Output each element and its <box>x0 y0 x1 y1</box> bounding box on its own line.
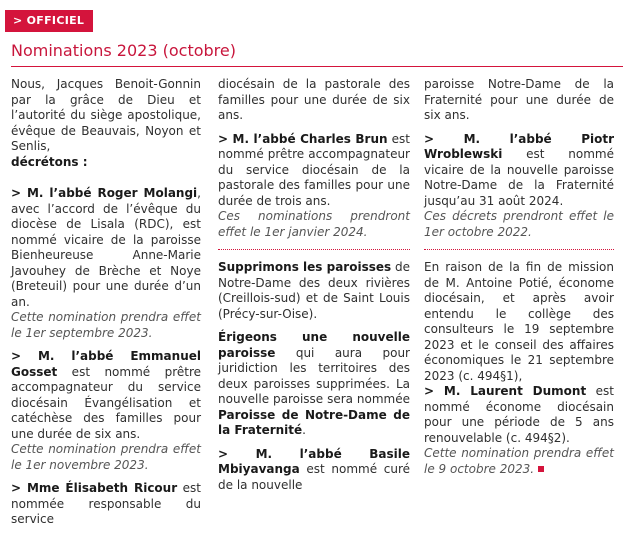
period: . <box>302 423 306 437</box>
nomination-text: est nommé curé de la nouvelle <box>218 462 410 492</box>
end-square-icon <box>538 466 544 472</box>
suppression-text: de Notre-Dame des deux rivières (Creillois-sud) et de Saint Louis (Précy-sur-Oise). <box>218 260 410 321</box>
effect-note: Cette nomination prendra effet le 1er novembre 2023. <box>11 442 201 472</box>
nomination-gosset <box>11 349 201 473</box>
effect-note: Cette nomination prendra effet le 1er septembre 2023. <box>11 310 201 340</box>
nomination-mbiyavanga <box>218 447 410 494</box>
nomination-dumont <box>424 260 614 477</box>
erection-text: qui aura pour juridiction les territoires des deux paroisses supprimées. La nouvelle paroisse sera nommée <box>218 345 410 406</box>
column-1 <box>11 77 201 536</box>
page-title: Nominations 2023 (octobre) <box>11 41 236 60</box>
nomination-text: est nommé vicaire de la nouvelle paroisse Notre-Dame de la Fraternité jusqu’au 31 août 2024. <box>424 147 614 208</box>
column-3 <box>424 77 614 477</box>
nomination-molangi <box>11 186 201 341</box>
continued-text <box>424 77 614 124</box>
suppression-paragraph <box>218 260 410 322</box>
supprimons-label: Supprimons les paroisses <box>218 260 392 274</box>
column-2 <box>218 77 410 501</box>
nomination-brun <box>218 132 410 241</box>
nominee-name: > M. l’abbé Piotr Wroblewski <box>424 131 614 161</box>
nominee-name: > M. l’abbé Roger Molangi <box>11 186 198 200</box>
nomination-text: est nommé économe diocésain pour une période de 5 ans renouvelable (c. 494§2). <box>424 384 614 445</box>
nominee-name: > M. Laurent Dumont <box>424 384 587 398</box>
intro-paragraph <box>11 77 201 170</box>
nomination-text: est nommé prêtre accompagnateur du service diocésain de la pastorale des familles pour une durée de trois ans. <box>218 131 411 208</box>
effect-note: Cette nomination prendra effet le 9 octobre 2023. <box>424 446 614 476</box>
continuation: diocésain de la pastorale des familles pour une durée de six ans. <box>218 77 410 122</box>
nomination-ricour <box>11 481 201 528</box>
new-parish-name: Paroisse de Notre-Dame de la Fraternité <box>218 407 410 437</box>
section-tag: > OFFICIEL <box>5 10 93 32</box>
nomination-text: est nommée responsable du service <box>11 481 202 526</box>
erection-paragraph <box>218 330 410 439</box>
nominee-name: > M. l’abbé Emmanuel Gosset <box>11 349 201 379</box>
title-divider <box>11 66 623 67</box>
effect-note: Ces décrets prendront effet le 1er octobre 2022. <box>424 209 614 239</box>
continuation: paroisse Notre-Dame de la Fraternité pour une durée de six ans. <box>424 77 614 122</box>
erigeons-label: Érigeons une nouvelle paroisse <box>218 330 410 360</box>
nomination-text: est nommé prêtre accompagnateur du service diocésain Évangélisation et catéchèse des familles pour une durée de six ans. <box>11 364 201 441</box>
continued-text <box>218 77 410 124</box>
intro-text: Nous, Jacques Benoit-Gonnin par la grâce de Dieu et l’autorité du siège apostolique, évêque de Beauvais, Noyon et Senlis, <box>11 77 201 153</box>
nominee-name: > Mme Élisabeth Ricour <box>11 481 178 495</box>
nominee-name: > M. l’abbé Basile Mbiyavanga <box>218 446 410 476</box>
dotted-separator <box>424 249 614 250</box>
decretons-label: décrétons : <box>11 154 88 169</box>
dotted-separator <box>218 249 410 250</box>
nomination-wroblewski <box>424 132 614 241</box>
nomination-text: , avec l’accord de l’évêque du diocèse de Lisala (RDC), est nommé vicaire de la paroisse Bienheureuse Anne-Marie Javouhey de Brèche et Noye (Breteuil) pour une durée d’un an. <box>11 186 201 309</box>
nominee-name: > M. l’abbé Charles Brun <box>218 131 388 146</box>
effect-note: Ces nominations prendront effet le 1er janvier 2024. <box>218 209 410 239</box>
context-text: En raison de la fin de mission de M. Antoine Potié, économe diocésain, et après avoir entendu le collège des consulteurs le 19 septembre 2023 et le conseil des affaires économiques le 21 septembre 2023 (c. 494§1), <box>424 260 614 383</box>
